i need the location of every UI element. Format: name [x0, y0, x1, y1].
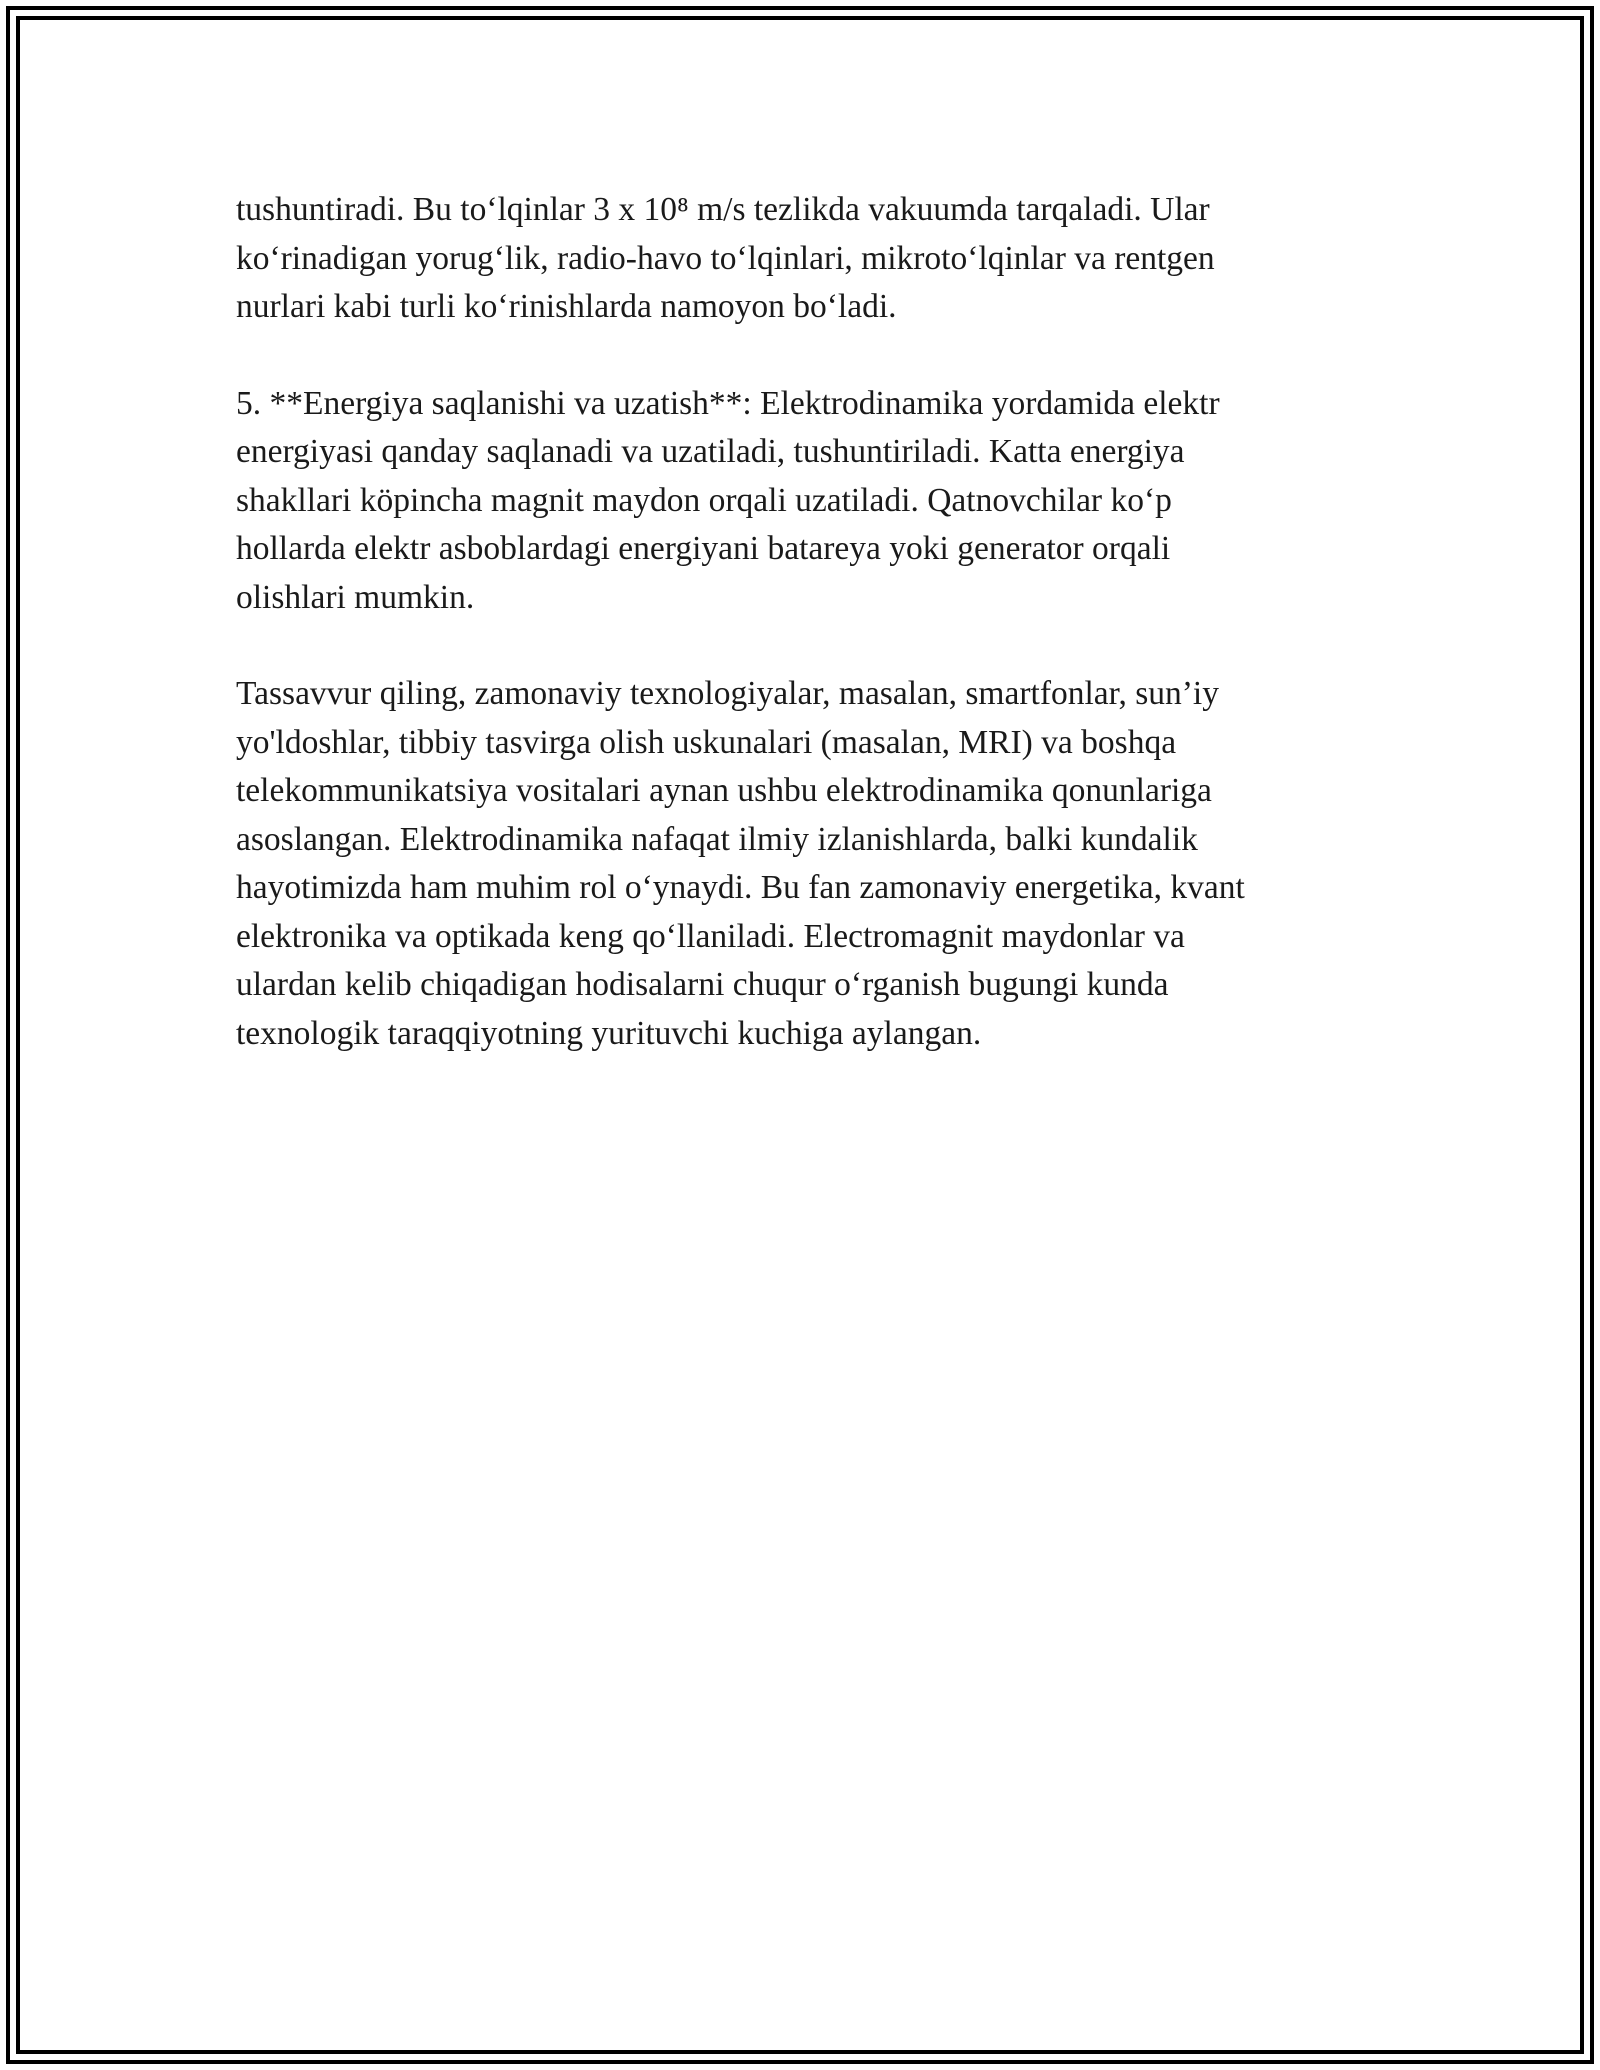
text-line: elektronika va optikada keng qo‘llaniladi. Electromagnit maydonlar va: [236, 917, 1185, 955]
paragraph-energy-storage: [236, 380, 1376, 623]
text-line: shakllari köpincha magnit maydon orqali uzatiladi. Qatnovchilar ko‘p: [236, 481, 1172, 519]
text-line: asoslangan. Elektrodinamika nafaqat ilmiy izlanishlarda, balki kundalik: [236, 820, 1198, 858]
paragraph-technologies: [236, 670, 1376, 1058]
text-line: texnologik taraqqiyotning yurituvchi kuchiga aylangan.: [236, 1014, 982, 1052]
text-line: ulardan kelib chiqadigan hodisalarni chuqur o‘rganish bugungi kunda: [236, 966, 1169, 1003]
text-line: hayotimizda ham muhim rol o‘ynaydi. Bu fan zamonaviy energetika, kvant: [236, 869, 1245, 906]
text-line: tushuntiradi. Bu to‘lqinlar 3 x 10⁸ m/s tezlikda vakuumda tarqaladi. Ular: [236, 191, 1210, 228]
text-line: telekommunikatsiya vositalari aynan ushbu elektrodinamika qonunlariga: [236, 772, 1212, 809]
paragraph-waves: [236, 186, 1376, 332]
document-body: [236, 186, 1376, 1106]
text-line: hollarda elektr asboblardagi energiyani batareya yoki generator orqali: [236, 530, 1171, 567]
text-line: nurlari kabi turli ko‘rinishlarda namoyon bo‘ladi.: [236, 288, 897, 325]
text-line: yo'ldoshlar, tibbiy tasvirga olish uskunalari (masalan, MRI) va boshqa: [236, 723, 1177, 761]
text-line: ko‘rinadigan yorug‘lik, radio-havo to‘lqinlari, mikroto‘lqinlar va rentgen: [236, 239, 1215, 277]
text-line: Tassavvur qiling, zamonaviy texnologiyalar, masalan, smartfonlar, sun’iy: [236, 675, 1219, 712]
text-line: olishlari mumkin.: [236, 578, 475, 616]
text-line: energiyasi qanday saqlanadi va uzatiladi, tushuntiriladi. Katta energiya: [236, 433, 1185, 470]
text-line: 5. **Energiya saqlanishi va uzatish**: Elektrodinamika yordamida elektr: [236, 384, 1220, 422]
